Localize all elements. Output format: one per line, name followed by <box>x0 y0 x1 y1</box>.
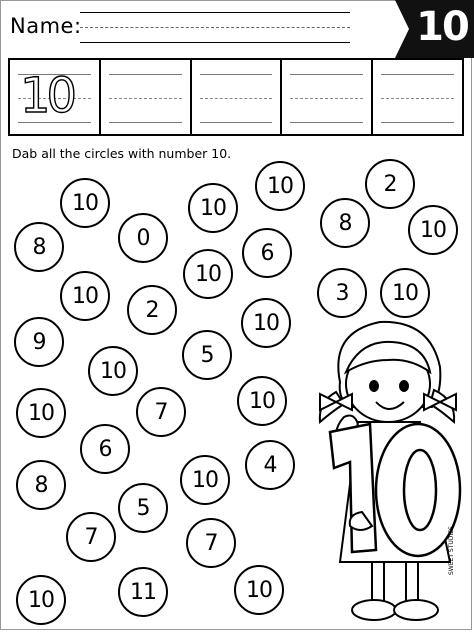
tracing-blank-cell[interactable] <box>101 60 192 134</box>
credit-text: SWEET STUDIES <box>448 526 455 575</box>
dab-circle[interactable]: 10 <box>88 346 138 396</box>
dab-circle[interactable]: 10 <box>16 388 66 438</box>
dab-circle[interactable]: 0 <box>118 213 168 263</box>
dab-circle[interactable]: 10 <box>408 205 458 255</box>
dab-circle[interactable]: 5 <box>118 483 168 533</box>
dab-circle[interactable]: 10 <box>237 376 287 426</box>
dab-circle[interactable]: 10 <box>16 575 66 625</box>
dab-circle[interactable]: 2 <box>127 285 177 335</box>
dab-circle[interactable]: 8 <box>16 460 66 510</box>
dab-circle[interactable]: 3 <box>317 268 367 318</box>
dab-circle[interactable]: 6 <box>242 228 292 278</box>
dab-circle[interactable]: 8 <box>14 222 64 272</box>
name-line-mid <box>80 27 350 28</box>
dab-circle[interactable]: 6 <box>80 424 130 474</box>
dab-circle[interactable]: 10 <box>183 249 233 299</box>
dab-circle[interactable]: 10 <box>180 455 230 505</box>
dab-circle[interactable]: 10 <box>60 178 110 228</box>
dab-circle[interactable]: 7 <box>136 387 186 437</box>
dab-circle[interactable]: 2 <box>365 159 415 209</box>
dab-circle[interactable]: 9 <box>14 317 64 367</box>
dab-circle[interactable]: 10 <box>188 183 238 233</box>
dab-circle[interactable]: 8 <box>320 198 370 248</box>
dab-circle[interactable]: 4 <box>245 440 295 490</box>
dab-circle[interactable]: 10 <box>380 268 430 318</box>
dab-circle[interactable]: 11 <box>118 567 168 617</box>
dab-circle[interactable]: 7 <box>66 512 116 562</box>
tracing-blank-cell[interactable] <box>192 60 283 134</box>
dab-circle[interactable]: 10 <box>255 161 305 211</box>
tracing-box <box>8 58 464 136</box>
name-line-top <box>80 12 350 13</box>
dab-circle[interactable]: 5 <box>182 330 232 380</box>
tracing-blank-cell[interactable] <box>282 60 373 134</box>
name-line-bottom <box>80 42 350 43</box>
dab-circle[interactable]: 10 <box>234 565 284 615</box>
dab-circle[interactable]: 7 <box>186 518 236 568</box>
traceable-number: 10 <box>20 68 74 124</box>
tracing-blank-cell[interactable] <box>373 60 462 134</box>
tracing-sample-cell <box>10 60 101 134</box>
dab-circle[interactable]: 10 <box>241 298 291 348</box>
badge-number: 10 <box>416 4 468 50</box>
instruction-text: Dab all the circles with number 10. <box>12 146 232 161</box>
name-label: Name: <box>10 14 82 38</box>
dab-circle[interactable]: 10 <box>60 271 110 321</box>
girl-holding-ten-icon <box>300 312 470 630</box>
